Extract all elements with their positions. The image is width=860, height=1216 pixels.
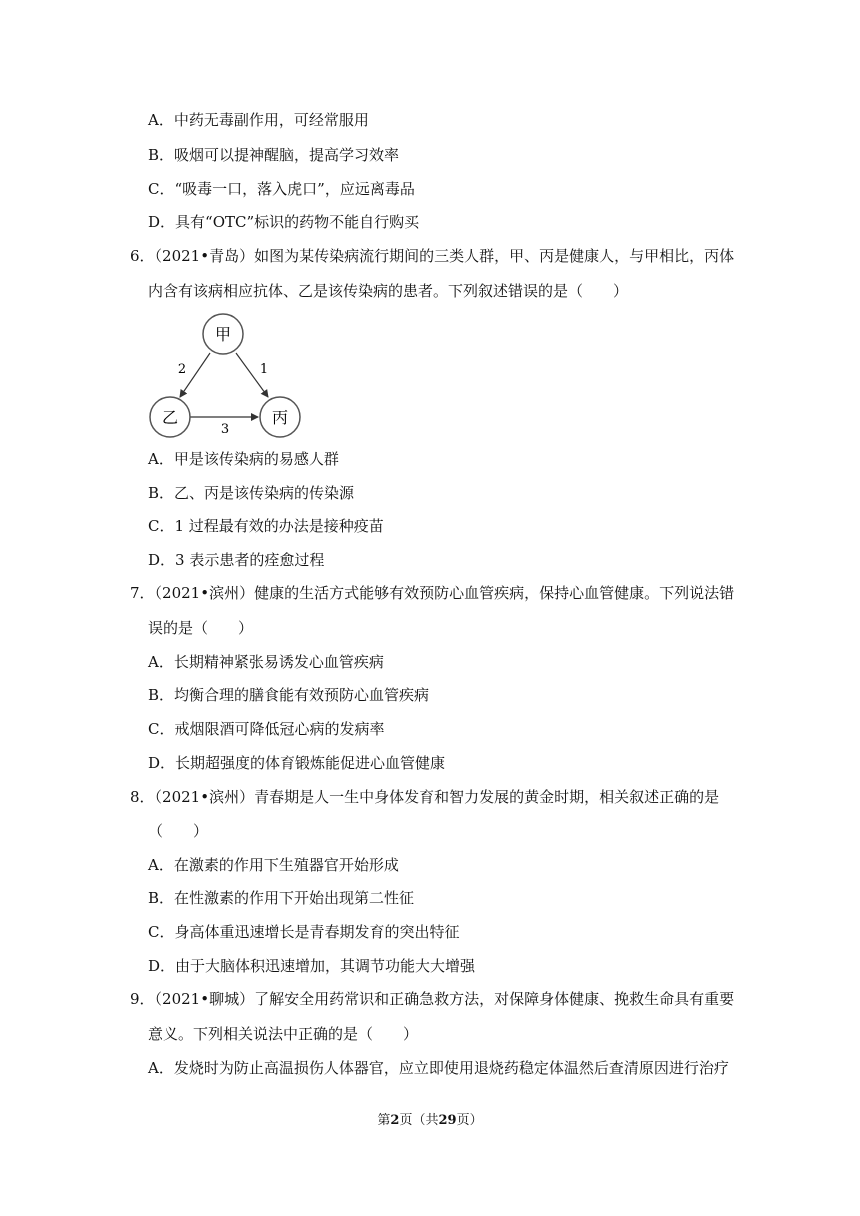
edge-label-3: 3 (220, 422, 230, 437)
q6-stem-line1: 6．（2021•青岛）如图为某传染病流行期间的三类人群，甲、丙是健康人，与甲相比，丙体 (130, 247, 735, 265)
q9-stem-line2: 意义。下列相关说法中正确的是（ ） (148, 1025, 419, 1043)
q6-stem-line2: 内含有该病相应抗体、乙是该传染病的患者。下列叙述错误的是（ ） (148, 282, 629, 300)
transmission-diagram (140, 305, 320, 445)
node-top-label: 甲 (214, 325, 232, 344)
q7-option-b: B．均衡合理的膳食能有效预防心血管疾病 (148, 686, 430, 704)
q9-stem-line1: 9．（2021•聊城）了解安全用药常识和正确急救方法，对保障身体健康、挽救生命具有重要 (130, 990, 735, 1008)
q8-option-b: B．在性激素的作用下开始出现第二性征 (148, 889, 415, 907)
q8-option-d: D．由于大脑体积迅速增加，其调节功能大大增强 (148, 957, 476, 975)
q8-stem-line1: 8．（2021•滨州）青春期是人一生中身体发育和智力发展的黄金时期，相关叙述正确的是 (130, 788, 720, 806)
q5-option-a: A．中药无毒副作用，可经常服用 (148, 111, 369, 129)
q6-option-d: D．3 表示患者的痊愈过程 (148, 551, 325, 569)
footer-prefix: 第 (377, 1113, 391, 1128)
node-right-label: 丙 (271, 408, 289, 427)
q7-option-d: D．长期超强度的体育锻炼能促进心血管健康 (148, 754, 446, 772)
q7-stem-line2: 误的是（ ） (148, 619, 254, 637)
edge-label-1: 1 (259, 362, 269, 377)
q8-stem-line2: （ ） (148, 822, 209, 840)
q5-option-b: B．吸烟可以提神醒脑，提高学习效率 (148, 146, 400, 164)
q6-option-c: C．1 过程最有效的办法是接种疫苗 (148, 517, 384, 535)
q5-option-d: D．具有“OTC”标识的药物不能自行购买 (148, 213, 420, 231)
q6-option-a: A．甲是该传染病的易感人群 (148, 450, 339, 468)
q9-option-a: A．发烧时为防止高温损伤人体器官，应立即使用退烧药稳定体温然后查清原因进行治疗 (148, 1059, 729, 1077)
q6-option-b: B．乙、丙是该传染病的传染源 (148, 484, 355, 502)
footer-total-pages: 29 (438, 1113, 457, 1128)
edge-label-2: 2 (177, 362, 187, 377)
footer-page-number: 2 (390, 1113, 400, 1128)
q5-option-c: C．“吸毒一口，落入虎口”，应远离毒品 (148, 180, 415, 198)
q7-option-c: C．戒烟限酒可降低冠心病的发病率 (148, 720, 385, 738)
page-footer (0, 1112, 860, 1130)
q8-option-a: A．在激素的作用下生殖器官开始形成 (148, 856, 399, 874)
footer-suffix: 页） (456, 1113, 483, 1128)
node-left-label: 乙 (161, 408, 179, 427)
q7-option-a: A．长期精神紧张易诱发心血管疾病 (148, 653, 384, 671)
q7-stem-line1: 7．（2021•滨州）健康的生活方式能够有效预防心血管疾病，保持心血管健康。下列说法错 (130, 584, 735, 602)
q8-option-c: C．身高体重迅速增长是青春期发育的突出特征 (148, 923, 460, 941)
footer-middle: 页（共 (399, 1113, 439, 1128)
